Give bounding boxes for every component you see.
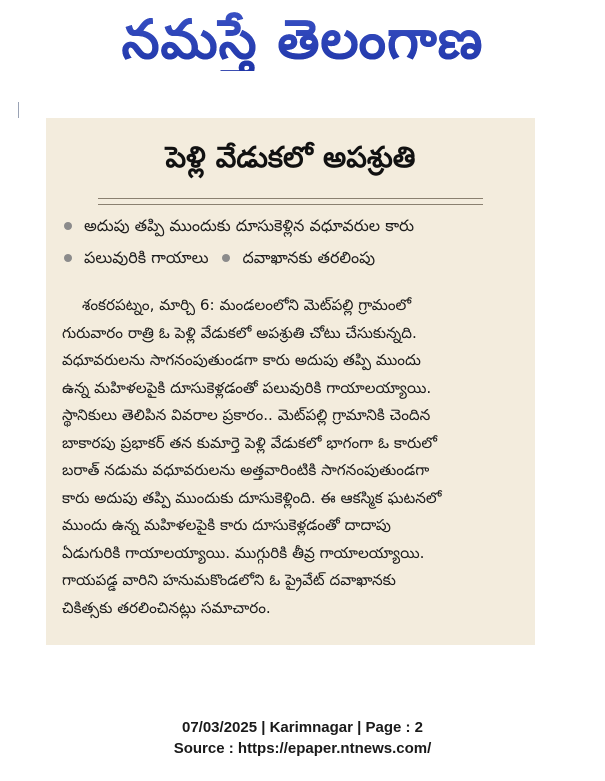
- article-body: [62, 292, 520, 622]
- body-line: కారు అదుపు తప్పి ముందుకు దూసుకెళ్లింది. ఈ ఆకస్మిక ఘటనలో: [62, 488, 442, 507]
- news-clipping: [46, 118, 535, 645]
- bullet-line: [60, 242, 526, 274]
- masthead-logo: [0, 4, 605, 76]
- subheading-bullets: [60, 210, 526, 274]
- edition-info: 07/03/2025 | Karimnagar | Page : 2: [181, 719, 424, 736]
- headline-divider: [98, 204, 483, 205]
- bullet-text: పలువురికి గాయాలు: [84, 248, 209, 267]
- bullet-text: దవాఖానకు తరలింపు: [242, 248, 376, 267]
- headline-divider: [98, 198, 483, 199]
- bullet-dot-icon: [64, 222, 72, 230]
- body-line: స్థానికులు తెలిపిన వివరాల ప్రకారం.. మెట్‌పల్లి గ్రామానికి చెందిన: [62, 406, 431, 424]
- bullet-text: అదుపు తప్పి ముందుకు దూసుకెళ్లిన వధూవరుల కారు: [84, 216, 415, 235]
- masthead-title: నమస్తే తెలంగాణ: [121, 8, 484, 71]
- bullet-dot-icon: [222, 254, 230, 262]
- article-headline: పెళ్లి వేడుకలో అపశ్రుతి: [165, 140, 416, 174]
- body-line: బరాత్ నడుమ వధూవరులను అత్తవారింటికి సాగనంపుతుండగా: [62, 461, 430, 479]
- body-line: ఉన్న మహిళలపైకి దూసుకెళ్లడంతో పలువురికి గాయాలయ్యాయి.: [62, 378, 432, 397]
- body-line: చికిత్సకు తరలించినట్లు సమాచారం.: [62, 598, 271, 617]
- body-line: గాయపడ్డ వారిని హనుమకొండలోని ఓ ప్రైవేట్ దవాఖానకు: [62, 571, 396, 589]
- body-line: వధూవరులను సాగనంపుతుండగా కారు అదుపు తప్పి ముందు: [62, 351, 421, 369]
- bullet-dot-icon: [64, 254, 72, 262]
- crop-mark: [18, 102, 19, 118]
- bullet-line: [60, 210, 526, 242]
- body-line: ఏడుగురికి గాయాలయ్యాయి. ముగ్గురికి తీవ్ర గాయాలయ్యాయి.: [62, 543, 425, 562]
- body-line: ముందు ఉన్న మహిళలపైకి కారు దూసుకెళ్లడంతో దాదాపు: [62, 516, 391, 534]
- body-line: శంకరపట్నం, మార్చి 6: మండలంలోని మెట్‌పల్లి గ్రామంలో: [82, 296, 412, 314]
- body-line: బాకారపు ప్రభాకర్ తన కుమార్తె పెళ్లి వేడుకలో భాగంగా ఓ కారులో: [62, 433, 437, 452]
- body-line: గురువారం రాత్రి ఓ పెళ్లి వేడుకలో అపశ్రుతి చోటు చేసుకున్నది.: [62, 323, 417, 342]
- source-url[interactable]: Source : https://epaper.ntnews.com/: [173, 740, 432, 757]
